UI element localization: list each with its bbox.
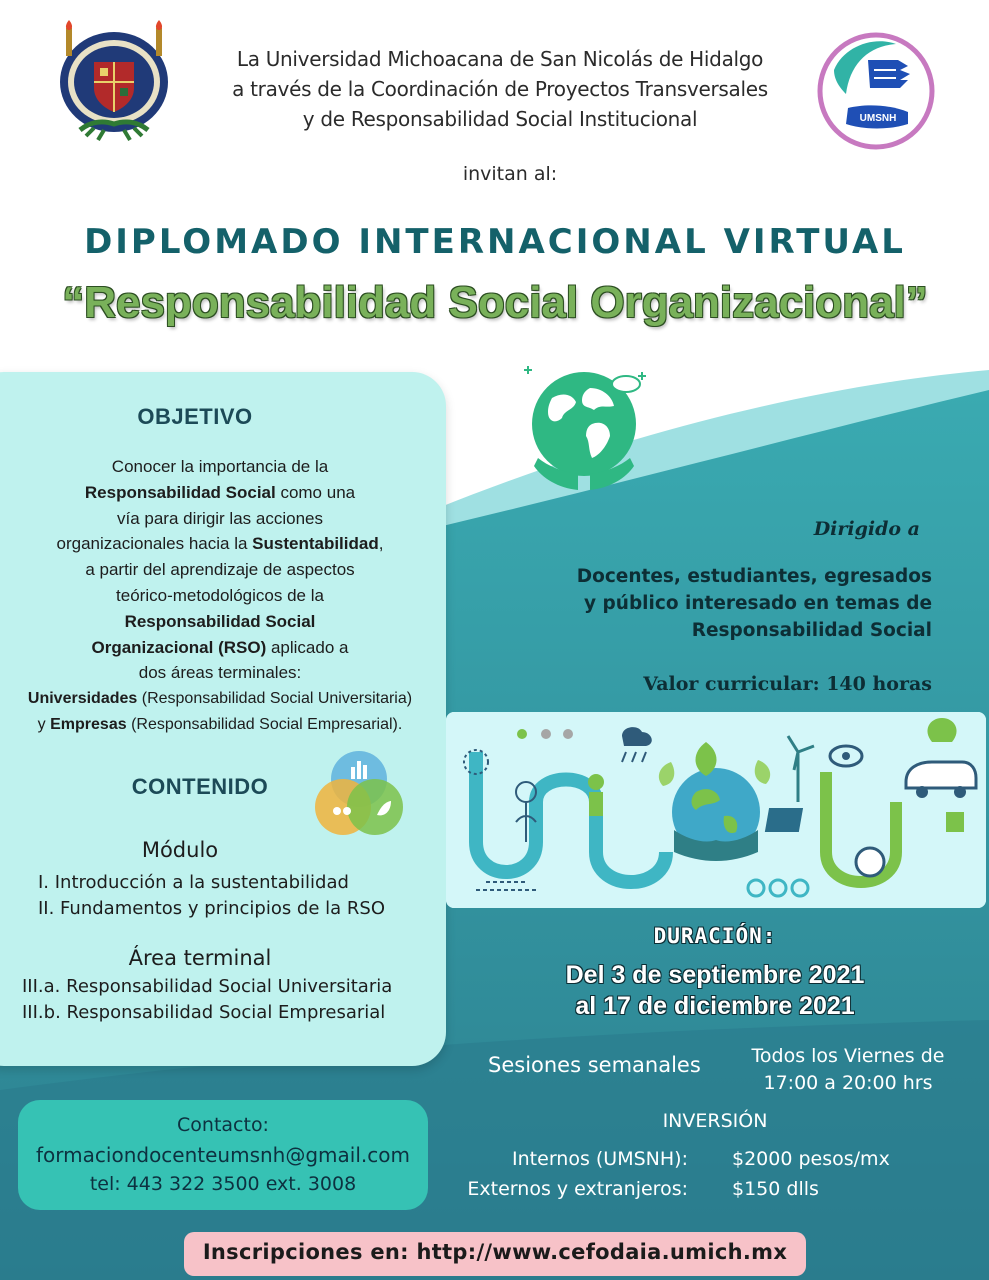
contact-label: Contacto: (177, 1114, 269, 1136)
duration-dates: Del 3 de septiembre 2021 al 17 de diciembre 2021 (565, 961, 865, 1020)
program-name: “Responsabilidad Social Organizacional” (62, 278, 928, 327)
duration-heading: DURACIÓN: (653, 924, 777, 948)
price-value: $2000 pesos/mx (732, 1148, 890, 1170)
program-title: DIPLOMADO INTERNACIONAL VIRTUAL (84, 222, 906, 262)
price-label: Externos y extranjeros: (467, 1178, 688, 1200)
terminal-area-item: III.b. Responsabilidad Social Empresarial (22, 1002, 386, 1023)
sustainability-illustration (446, 712, 986, 908)
price-label: Internos (UMSNH): (512, 1148, 688, 1170)
umsnh-logo-text: UMSNH (859, 113, 897, 124)
curricular-value: Valor curricular: 140 horas (643, 673, 932, 695)
objective-text: Conocer la importancia de la Responsabilidad Social como una vía para dirigir las acciones organizacionales hacia la Sustentabilidad, a partir del aprendizaje de aspectos teórico-metodológicos de la Responsabilidad Social Organizacional (RSO) aplicado a dos áreas terminales: Universidades (Responsabilidad Social Universitaria) y Empresas (Responsabilidad Social Empresarial). (27, 457, 413, 733)
registration-link[interactable]: Inscripciones en: http://www.cefodaia.umich.mx (202, 1240, 788, 1264)
sessions-label: Sesiones semanales (488, 1053, 701, 1077)
target-audience-label: Dirigido a (813, 518, 920, 540)
target-audience: Docentes, estudiantes, egresados y público interesado en temas de Responsabilidad Social (576, 566, 932, 641)
module-item: II. Fundamentos y principios de la RSO (38, 898, 386, 919)
header-line-1: La Universidad Michoacana de San Nicolás de Hidalgo (236, 47, 764, 71)
contact-phone: tel: 443 322 3500 ext. 3008 (89, 1173, 357, 1195)
objective-heading: OBJETIVO (137, 404, 253, 429)
globe-hands-icon (508, 362, 660, 502)
module-item: I. Introducción a la sustentabilidad (38, 872, 349, 893)
header-line-2: a través de la Coordinación de Proyectos Transversales (232, 77, 768, 101)
content-heading: CONTENIDO (131, 774, 269, 799)
header-text (190, 44, 810, 134)
header-line-3: y de Responsabilidad Social Institucional (302, 107, 698, 131)
invite-text: invitan al: (462, 163, 558, 185)
investment-heading: INVERSIÓN (662, 1110, 768, 1132)
module-heading: Módulo (141, 838, 219, 862)
terminal-area-heading: Área terminal (128, 946, 272, 970)
university-crest-logo (50, 18, 178, 150)
umsnh-social-logo (812, 30, 940, 152)
sessions-schedule: Todos los Viernes de 17:00 a 20:00 hrs (751, 1045, 945, 1094)
price-value: $150 dlls (732, 1178, 819, 1200)
terminal-area-item: III.a. Responsabilidad Social Universitaria (22, 976, 393, 997)
contact-email-link[interactable]: formaciondocenteumsnh@gmail.com (36, 1143, 410, 1167)
sustainability-venn-icon (303, 745, 415, 845)
